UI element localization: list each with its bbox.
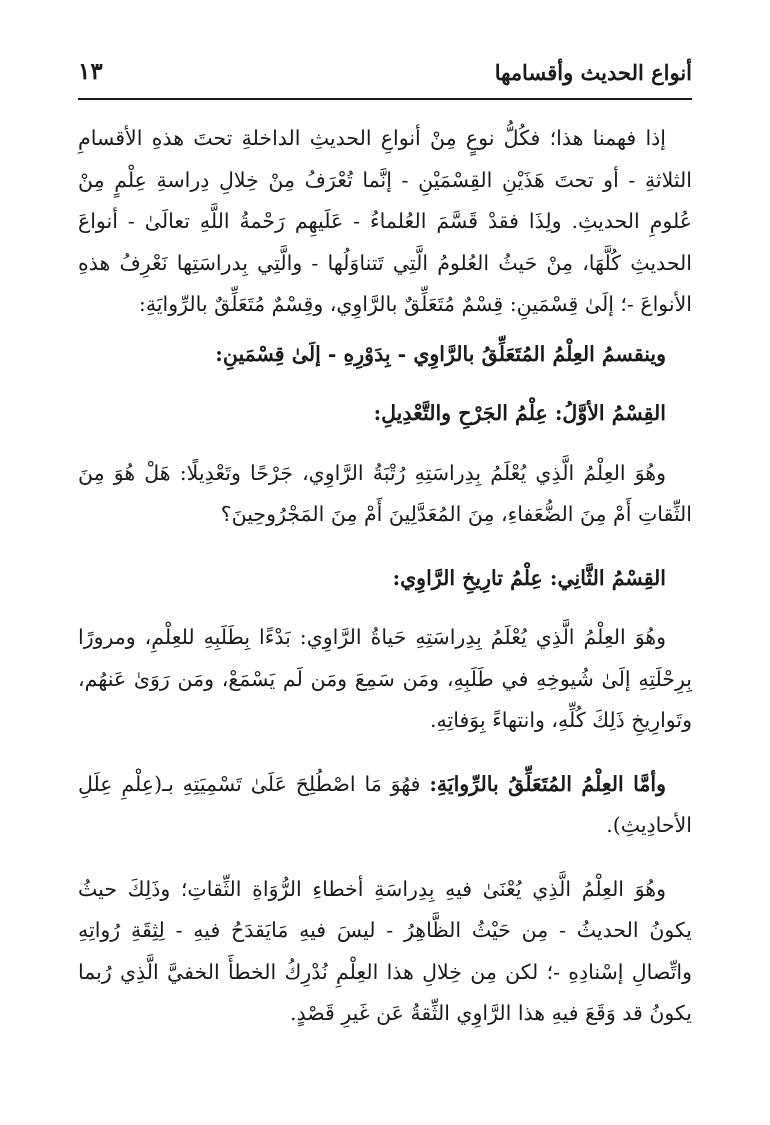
paragraph-narrator-history [78,617,692,742]
section-heading-first-part: القِسْمُ الأوَّلُ: عِلْمُ الجَرْحِ والتَّعْدِيلِ: [373,401,666,425]
paragraph-ilal: وهُوَ العِلْمُ الَّذِي يُعْنَىٰ فيهِ بِدِراسَةِ أخطاءِ الرُّوَاةِ الثِّقاتِ؛ وذَلِكَ حيثُ يكونُ الحديثُ - مِن حَيْثُ الظَّاهِرُ - ليسَ فيهِ مَايَقدَحُ فيهِ - لِثِقَةِ رُواتِهِ واتِّصالِ إسْنادِهِ -؛ لكن مِن خِلالِ هذا العِلْمِ نُدْرِكُ الخطأَ الخفيَّ الَّذِي رُبما يكونُ قد وَقَعَ فيهِ هذا الرَّاوِي الثِّقةُ عَن غَيرِ قَصْدٍ. [78,876,692,1025]
page-number: ١٣ [78,58,103,85]
paragraph-narrator-history-text: وهُوَ العِلْمُ الَّذِي يُعْلَمُ بِدِراسَتِهِ حَياةُ الرَّاوِي: بَدْءًا بِطَلَبِهِ للعِلْمِ، ومرورًا بِرِحْلَتِهِ إلَىٰ شُيوخِهِ في طَلَبِهِ، ومَن سَمِعَ ومَن لَم يَسْمَعْ، ومَن رَوَىٰ عَنهُم، وتَوارِيخِ ذَلِكَ كُلِّهِ، وانتهاءً بِوَفاتِهِ. [78,625,692,732]
paragraph-jarh-tadil: وهُوَ العِلْمُ الَّذِي يُعْلَمُ بِدِراسَتِهِ رُتْبَةُ الرَّاوِي، جَرْحًا وتَعْدِيلًا: هَلْ هُوَ مِنَ الثِّقاتِ أَمْ مِنَ الضُّعَفاءِ، مِنَ المُعَدَّلِينَ أَمْ مِنَ المَجْرُوحِينَ؟ [78,460,692,526]
header-title: أنواع الحديث وأقسامها [494,60,692,85]
section-heading-second-part: القِسْمُ الثَّانِي: عِلْمُ تارِيخِ الرَّاوِي: [392,565,666,590]
paragraph-riwaya [78,764,692,847]
paragraph-intro: إذا فهمنا هذا؛ فكُلُّ نوعٍ مِنْ أنواعِ الحديثِ الداخلةِ تحتَ هذهِ الأقسامِ الثلاثةِ - أو تحتَ هَذَيْنِ القِسْمَيْنِ - إنَّما تُعْرَفُ مِنْ خِلالِ دِراسةِ عِلْمٍ مِنْ عُلومِ الحديثِ. ولِذَا فقدْ قَسَّمَ العُلماءُ - عَلَيهِم رَحْمةُ اللَّهِ تعالَىٰ - أنواعَ الحديثِ كُلَّهَا، مِنْ حَيثُ العُلومُ الَّتِي تَتناوَلُها - والَّتِي بِدراسَتِها نَعْرِفُ هذهِ الأنواعَ -؛ إلَىٰ قِسْمَينِ: قِسْمٌ مُتَعَلِّقٌ بالرَّاوِي، وقِسْمٌ مُتَعَلِّقٌ بالرِّوايَةِ: [78,126,692,316]
paragraph-riwaya-lead: وأمَّا العِلْمُ المُتَعَلِّقُ بالرِّوايَةِ: [429,771,666,796]
body-text [78,118,692,1057]
section-heading-narrator-division: وينقسمُ العِلْمُ المُتَعَلِّقُ بالرَّاوِي - بِدَوْرِهِ - إلَىٰ قِسْمَينِ: [215,341,666,366]
running-header [78,50,692,100]
paragraph-riwaya-rest: فهُوَ مَا اصْطُلِحَ عَلَىٰ تَسْمِيَتِهِ بـ(عِلْمِ عِلَلِ الأحادِيثِ). [78,771,692,837]
